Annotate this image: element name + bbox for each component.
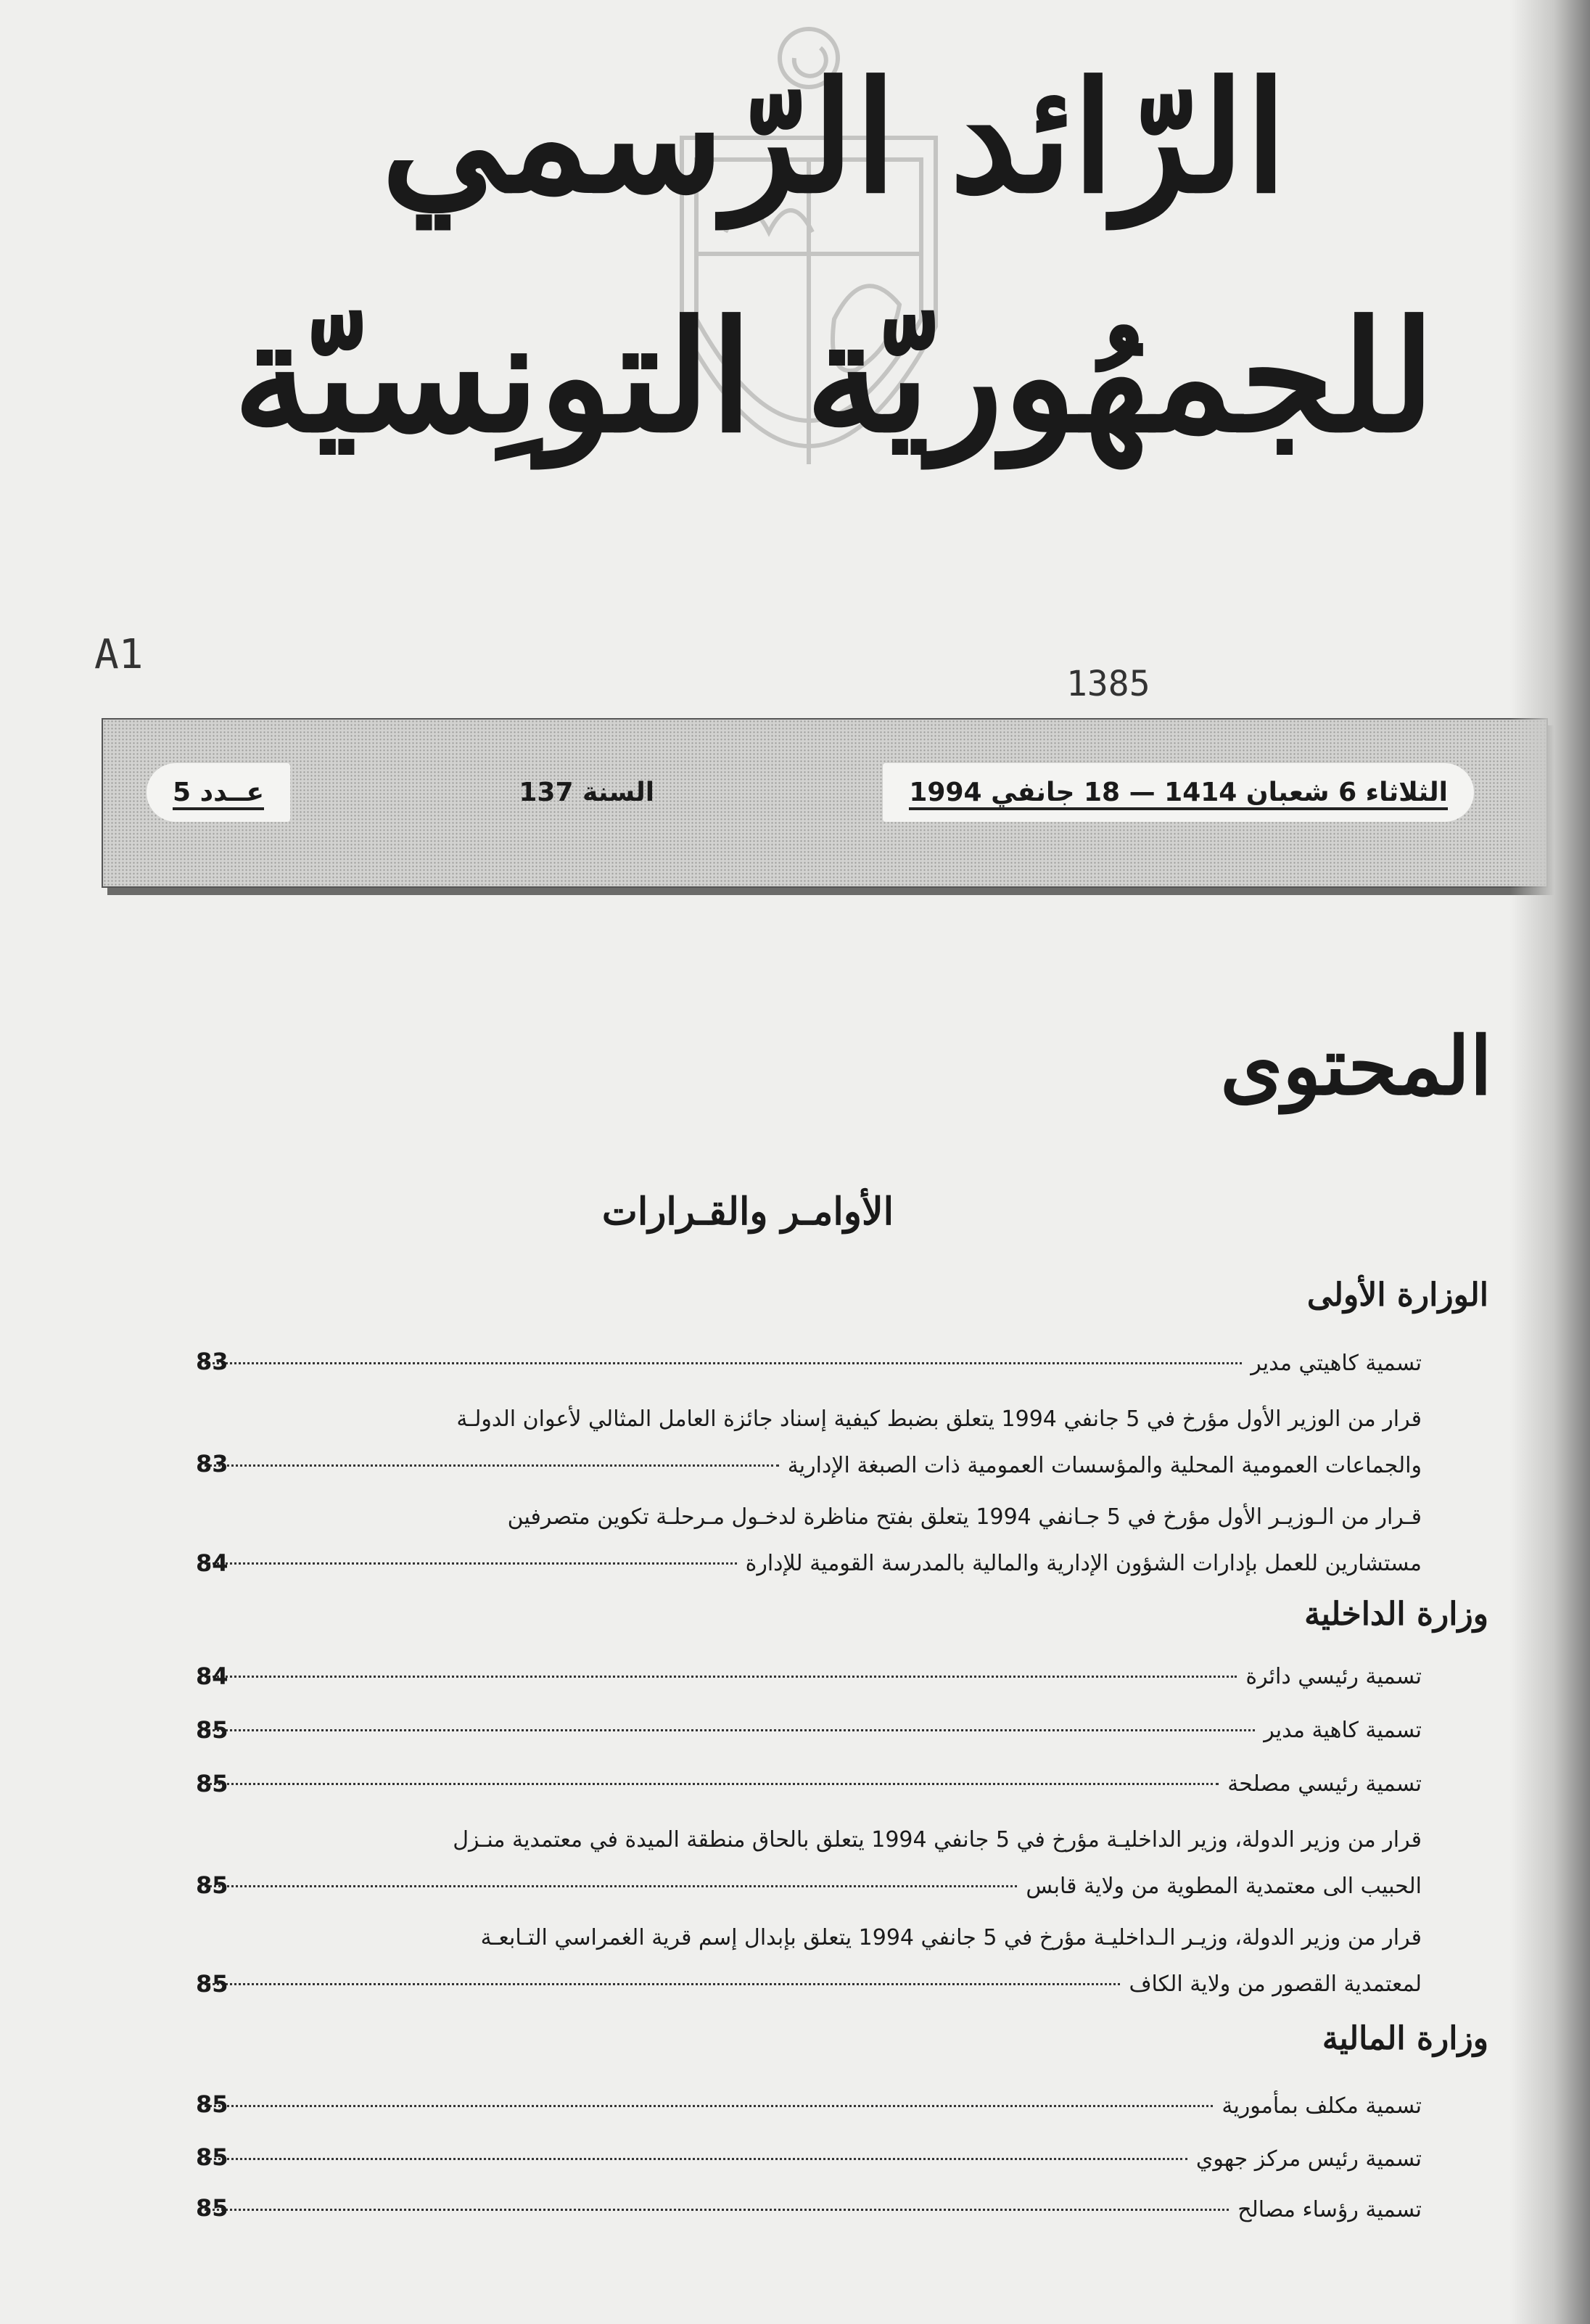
toc-page-number: 83 xyxy=(196,1450,228,1478)
toc-entry xyxy=(196,1707,1422,1754)
toc-entry-line xyxy=(196,2187,1422,2233)
toc-entry-text: تسمية رئيسي دائرة xyxy=(1245,1664,1422,1689)
toc-page-number: 85 xyxy=(196,2090,228,2118)
toc-entry-text: الحبيب الى معتمدية المطوية من ولاية قابس xyxy=(1026,1874,1422,1899)
toc-entry xyxy=(196,1340,1422,1387)
toc-entry-text: قرار من وزير الدولة، وزير الداخليـة مؤرخ في 5 جانفي 1994 يتعلق بالحاق منطقة الميدة في معتمدية منـزل xyxy=(453,1827,1422,1853)
toc-entry xyxy=(196,2083,1422,2130)
toc-entry-line xyxy=(196,1761,1422,1808)
toc-page-number: 85 xyxy=(196,1716,228,1744)
gazette-title-line-1: الرّائد الرّسمي xyxy=(381,48,1288,227)
toc-page-number: 83 xyxy=(196,1348,228,1375)
issue-date-text: الثلاثاء 6 شعبان 1414 — 18 جانفي 1994 xyxy=(909,778,1448,810)
ministry-heading: الوزارة الأولى xyxy=(1306,1277,1488,1314)
toc-page-number: 85 xyxy=(196,1871,228,1899)
section-title: الأوامـر والقـرارات xyxy=(601,1190,894,1234)
toc-entry xyxy=(196,2187,1422,2233)
toc-page-number: 85 xyxy=(196,2143,228,2171)
toc-entry xyxy=(196,1817,1422,1910)
toc-entry xyxy=(196,1396,1422,1489)
toc-entry-text: والجماعات العمومية المحلية والمؤسسات العمومية ذات الصبغة الإدارية xyxy=(787,1453,1422,1478)
toc-entry-text: قرار من وزير الدولة، وزيـر الـداخليـة مؤرخ في 5 جانفي 1994 يتعلق بإبدال إسم قرية الغمراسي التـابعـة xyxy=(480,1925,1422,1950)
issue-banner xyxy=(102,718,1548,888)
toc-entry-line xyxy=(196,1541,1422,1587)
leader-dots xyxy=(205,1676,1237,1678)
toc-entry-text: تسمية كاهيتي مدير xyxy=(1251,1351,1422,1376)
toc-entry-line xyxy=(196,1863,1422,1910)
issue-number xyxy=(147,763,290,822)
leader-dots xyxy=(205,2209,1229,2211)
toc-page-number: 85 xyxy=(196,1970,228,1998)
toc-page-number: 84 xyxy=(196,1662,228,1690)
toc-entry-line xyxy=(196,1340,1422,1387)
leader-dots xyxy=(205,1885,1017,1887)
handwritten-note-number: 1385 xyxy=(1066,664,1150,704)
toc-entry xyxy=(196,2136,1422,2183)
toc-page-number: 84 xyxy=(196,1549,228,1577)
ministry-heading: وزارة المالية xyxy=(1322,2020,1488,2057)
toc-entry-text: تسمية مكلف بمأمورية xyxy=(1222,2093,1422,2119)
gazette-title-line-2: للجمهُوريّة التونِسيّة xyxy=(233,287,1435,466)
leader-dots xyxy=(205,2105,1213,2107)
leader-dots xyxy=(205,2158,1187,2160)
issue-year: السنة 137 xyxy=(519,777,655,807)
toc-entry-text: قرار من الوزير الأول مؤرخ في 5 جانفي 1994 يتعلق بضبط كيفية إسناد جائزة العامل المثالي لأعوان الدولـة xyxy=(456,1406,1422,1432)
toc-entry-text: تسمية رئيسي مصلحة xyxy=(1227,1771,1422,1797)
toc-entry-line xyxy=(196,1443,1422,1489)
leader-dots xyxy=(205,1562,737,1565)
leader-dots xyxy=(205,1362,1242,1364)
issue-banner-row xyxy=(103,752,1546,832)
toc-entry-text: تسمية رئيس مركز جهوي xyxy=(1195,2146,1422,2172)
ministry-heading: وزارة الداخلية xyxy=(1304,1596,1488,1633)
toc-entry xyxy=(196,1654,1422,1700)
toc-entry-line xyxy=(196,1961,1422,2008)
leader-dots xyxy=(205,1983,1120,1985)
toc-page-number: 85 xyxy=(196,2194,228,2222)
leader-dots xyxy=(205,1464,779,1467)
toc-page-number: 85 xyxy=(196,1770,228,1797)
issue-date xyxy=(883,763,1474,822)
toc-entry xyxy=(196,1494,1422,1587)
toc-entry-text: تسمية كاهية مدير xyxy=(1264,1718,1422,1743)
contents-heading: المحتوى xyxy=(1220,1019,1492,1113)
toc-entry-line xyxy=(196,2136,1422,2183)
leader-dots xyxy=(205,1783,1219,1785)
toc-entry xyxy=(196,1915,1422,2008)
toc-entry xyxy=(196,1761,1422,1808)
toc-entry-line xyxy=(196,1654,1422,1700)
issue-number-text: عــدد 5 xyxy=(173,778,264,810)
toc-entry-line xyxy=(196,2083,1422,2130)
binding-shadow xyxy=(1510,0,1590,2324)
toc-entry-text: مستشارين للعمل بإدارات الشؤون الإدارية والمالية بالمدرسة القومية للإدارة xyxy=(745,1551,1422,1576)
toc-entry-line xyxy=(196,1707,1422,1754)
handwritten-note-left: A1 xyxy=(94,631,144,678)
toc-entry-text: قـرار من الـوزيـر الأول مؤرخ في 5 جـانفي 1994 يتعلق بفتح مناظرة لدخـول مـرحلـة تكوين متصرفين xyxy=(507,1504,1422,1530)
toc-entry-text: تسمية رؤساء مصالح xyxy=(1237,2197,1422,2222)
toc-entry-text: لمعتمدية القصور من ولاية الكاف xyxy=(1129,1971,1422,1997)
leader-dots xyxy=(205,1729,1255,1731)
